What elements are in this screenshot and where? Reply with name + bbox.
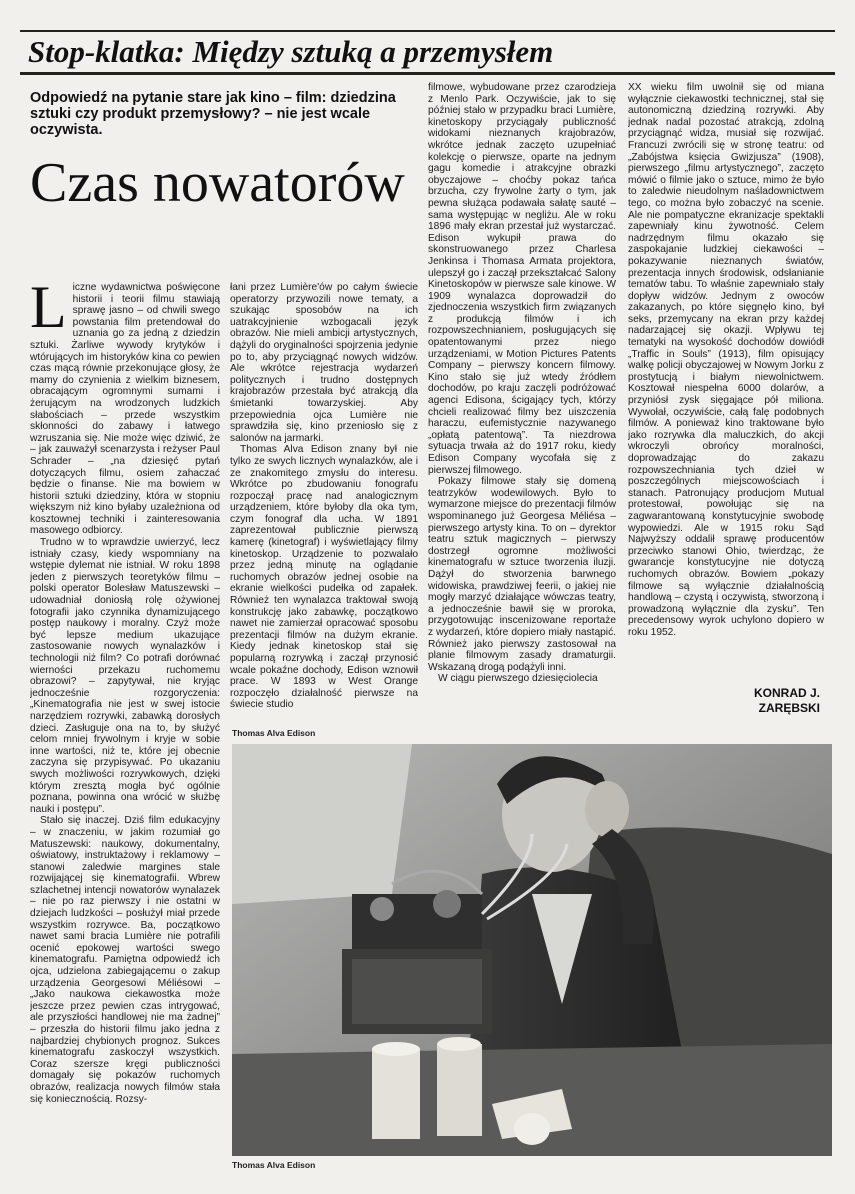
article-column-3 [428, 82, 616, 714]
photo-illustration [232, 744, 832, 1156]
article-column-1 [30, 282, 220, 1152]
paragraph: Pokazy filmowe stały się domeną teatrzyków wodewilowych. Było to wymarzone miejsce do prezentacji filmów wspominanego już Georgesa Méliésa – pierwszego artysty kina. To on – dyrektor teatru sztuk magicznych – pierwszy dostrzegł ogromne możliwości kinematografu w sztuce tworzenia iluzji. Dążył do stworzenia barwnego widowiska, prawdziwej feerii, o jakiej nie mogły marzyć działające wówczas teatry, a jednocześnie bawił się w proroka, przygotowując inscenizowane reportaże z wydarzeń, które dopiero miały nastąpić. Również jako pierwszy zastosował na planie filmowym zasady dramaturgii. Wskazaną drogą podążyli inni. [428, 476, 616, 673]
paragraph: Stało się inaczej. Dziś film edukacyjny – w znaczeniu, w jakim rozumiał go Matuszewski: naukowy, dokumentalny, oświatowy, instruktażowy i reklamowy – stanowi zaledwie margines stale rozwijającej się kinematografii. Wbrew szlachetnej intencji nowatorów wynalazek – nie po raz pierwszy i nie ostatni w dziejach ludzkości – posłużył miał przede wszystkim rozrywce. Ba, początkowo nawet sami bracia Lumière nie potrafili ocenić epokowej wartości swego kinematografu. Pamiętna odpowiedź ich ojca, udzielona zabiegającemu o zakup urządzenia Georgesowi Méliésowi – „Jako naukowa ciekawostka może jeszcze przez pewien czas intrygować, ale przyszłości handlowej nie ma żadnej” – przeszła do historii filmu jako jedna z najbardziej chybionych prognoz. Sukces kinematografu zaskoczył wszystkich. Coraz szersze kręgi publiczności domagały się pokazów ruchomych obrazów, realizacja nowych filmów stała się koniecznością. Rozsy- [30, 815, 220, 1105]
paragraph: filmowe, wybudowane przez czarodzieja z Menlo Park. Oczywiście, jak to się później stało w przypadku braci Lumière, kinetoskopy przyciągały publiczność widokami nieznanych krajobrazów, wkrótce jednak zaczęto uzupełniać kolekcję o pierwsze, oparte na jednym gagu komedie i atrakcyjne obrazki obyczajowe – choćby pokaz tańca brzucha, czy frywolne żarty o tym, jak pewna służąca podawała sałatę sauté – sama występując w negliżu. Ale w roku 1896 mały ekran przestał już wystarczać. Edison wykupił prawa do skonstruowanego przez Charlesa Jenkinsa i Thomasa Armata projektora, ulepszył go i zaczął przekształcać Salony Kinetoskopów w pierwsze sale kinowe. W 1909 wynalazca doprowadził do zjednoczenia wszystkich firm związanych z produkcją filmów i ich rozpowszechnianiem, posługujących się opatentowanymi przez niego urządzeniami, w Motion Pictures Patents Company – pierwszy koncern filmowy. Kino stało się już wtedy źródłem dochodów, po kraju zaczęli podróżować agenci Edisona, ścigający tych, którzy chcieli realizować filmy bez uiszczenia haraczu, eufemistycznie nazywanego „opłatą patentową”. Ta niezdrowa sytuacja trwała aż do 1917 roku, kiedy Edison Company wycofała się z pierwszej filmowego. [428, 82, 616, 476]
paragraph: Thomas Alva Edison znany był nie tylko ze swych licznych wynalazków, ale i ze znakomitego zmysłu do interesu. Wkrótce po zbudowaniu fonografu rozpoczął pracę nad analogicznym urządzeniem, które byłoby dla oka tym, czym fonograf dla ucha. W 1891 zaprezentował publicznie pierwszą kamerę (kinetograf) i wyświetlający filmy kinetoskop. Urządzenie to pozwalało przez jedną minutę na oglądanie ruchomych obrazów jednej osobie na ekranie wielkości pudełka od zapałek. Również ten wynalazca traktował swoją konstrukcję jako zabawkę, początkowo nawet nie zamierzał opracować sposobu prezentacji filmów na dużym ekranie. Kiedy jednak kinetoskop stał się popularną rozrywką i zaczął przynosić wcale pokaźne dochody, Edison wznowił prace. W 1893 w West Orange rozpoczęło działalność pierwsze na świecie studio [230, 444, 418, 711]
title-rule [20, 72, 835, 75]
paragraph: łani przez Lumière'ów po całym świecie operatorzy przywozili nowe tematy, a szukając sposobów na ich uatrakcyjnienie wzbogacali język obrazów. Nie mieli ambicji artystycznych, dążyli do oryginalności spojrzenia jedynie po to, aby przyciągnąć nowych widzów. Ale wkrótce rejestracja wydarzeń politycznych i trudno dostępnych krajobrazów przestała być atrakcją dla śmietanki towarzyskiej. Aby przepowiednia ojca Lumière nie sprawdziła się, kino przeniosło się z salonów na jarmarki. [230, 282, 418, 444]
top-rule [20, 30, 835, 32]
photo-caption-bottom: Thomas Alva Edison [232, 1160, 316, 1170]
photo-caption: Thomas Alva Edison [232, 728, 316, 738]
drop-cap: L [30, 282, 67, 340]
edison-photo [232, 744, 832, 1156]
article-column-2 [230, 282, 418, 722]
series-title: Stop-klatka: Między sztuką a przemysłem [28, 34, 554, 69]
paragraph: W ciągu pierwszego dziesięciolecia [438, 673, 598, 685]
headline: Czas nowatorów [30, 152, 405, 214]
author-byline: KONRAD J. ZARĘBSKI [753, 686, 820, 715]
article-column-4 [628, 82, 824, 682]
paragraph: Trudno w to wprawdzie uwierzyć, lecz istniały czasy, kiedy wspomniany na wstępie dylemat nie istniał. W roku 1898 jeden z pierwszych teoretyków filmu – polski operator Bolesław Matuszewski – udowadniał doniosłą rolę ożywionej fotografii jako czynnika dynamizującego postęp naukowy i moralny. Czyż może być lepsze medium ukazujące zastosowanie nowych wynalazków i technologii niż film? Co potrafi dorównać wierności przekazu ruchomemu obrazowi? – zapytywał, nie kryjąc jednocześnie rozgoryczenia: „Kinematografia nie jest w swej istocie narzędziem rozrywki, zabawką dorosłych dzieci. Zasługuje ona na to, by służyć celom mniej frywolnym i kryje w sobie inne wartości, niż te, które jej obecnie zaczyna się przypisywać. Po ukazaniu swych możliwości rozrywkowych, dzięki którym zresztą mogła być ogólnie poznana, powinna ona wrócić w służbę nauki i postępu”. [30, 537, 220, 815]
paragraph: XX wieku film uwolnił się od miana wyłącznie ciekawostki technicznej, stał się autonomiczną dziedziną rozrywki. Aby jednak nadal pozostać atrakcją, zdolną przyciągnąć widza, musiał się rozwijać. Francuzi zwrócili się w stronę teatru: od „Zabójstwa księcia Gwizjusza” (1908), pierwszego „filmu artystycznego”, zaczęto mówić o filmie jako o sztuce, mimo że było to zaledwie nieudolnym naśladownictwem tego, co można było zobaczyć na scenie. Ale nie pompatyczne ekranizacje spektakli zapewniały kinu żywotność. Celem nadrzędnym filmu okazało się zaspokajanie ludzkiej ciekawości – pokazywanie nieznanych światów, prezentacja innych środowisk, odsłanianie tematów tabu. To właśnie zapewniało stały dopływ widzów. Jednym z owoców zakazanych, po które sięgnęło kino, był seks, przemycany na ekran przy każdej nadarzającej się okazji. Wpływu tej tematyki na wysokość dochodów dowiódł „Traffic in Souls” (1913), film opisujący walkę policji obyczajowej w Nowym Jorku z prostytucją i białym niewolnictwem. Kosztował niespełna 6000 dolarów, a przyniósł zysk sięgające pół miliona. Wywołał, oczywiście, całą falę podobnych filmów. A ponieważ kino traktowane było jako rozrywka dla maluczkich, do akcji wkroczyli obrońcy moralności, doprowadzając do zakazu rozpowszechniania tych dzieł w poszczególnych miejscowościach i stanach. Patronujący producjom Mutual protestował, powołując się na zagwarantowaną konstytucyjnie swobodę wypowiedzi. Ale w 1915 roku Sąd Najwyższy oddalił sprawę producentów przeciwko stanowi Ohio, twierdząc, że gwarancje konstytucyjne nie dotyczą ruchomych obrazów. Bowiem „pokazy filmowe są wyłącznie działalnością handlową – czystą i oczywistą, stworzoną i prowadzoną wyłącznie dla zysku”. Ten precedensowy wyrok uchylono dopiero w roku 1952. [628, 82, 824, 638]
lead-paragraph: Odpowiedź na pytanie stare jak kino – film: dziedzina sztuki czy produkt przemysłowy? – nie jest wcale oczywista. [30, 90, 396, 138]
paragraph: iczne wydawnictwa poświęcone historii i teorii filmu stawiają sprawę jasno – od chwili swego powstania film pretendował do uznania go za jedną z dziedzin sztuki. Żarliwe wywody krytyków i wtórujących im historyków kina co pewien czas mącą równie przekonujące głosy, że mamy do czynienia z wielkim biznesem, obracającym ogromnymi sumami i żerującym na wrodzonych ludzkich słabościach – przede wszystkim skłonności do zabawy i łatwego wzruszania się. Nie może więc dziwić, że – jak zauważył scenarzysta i reżyser Paul Schrader – „na dziesięć pytań dotyczących filmu, osiem zahaczać będzie o finanse. Nie ma bowiem w historii sztuki dziedziny, która w stopniu większym niż kino byłaby uzależniona od kosztownej techniki i zainteresowania masowego odbiorcy. [30, 282, 220, 537]
